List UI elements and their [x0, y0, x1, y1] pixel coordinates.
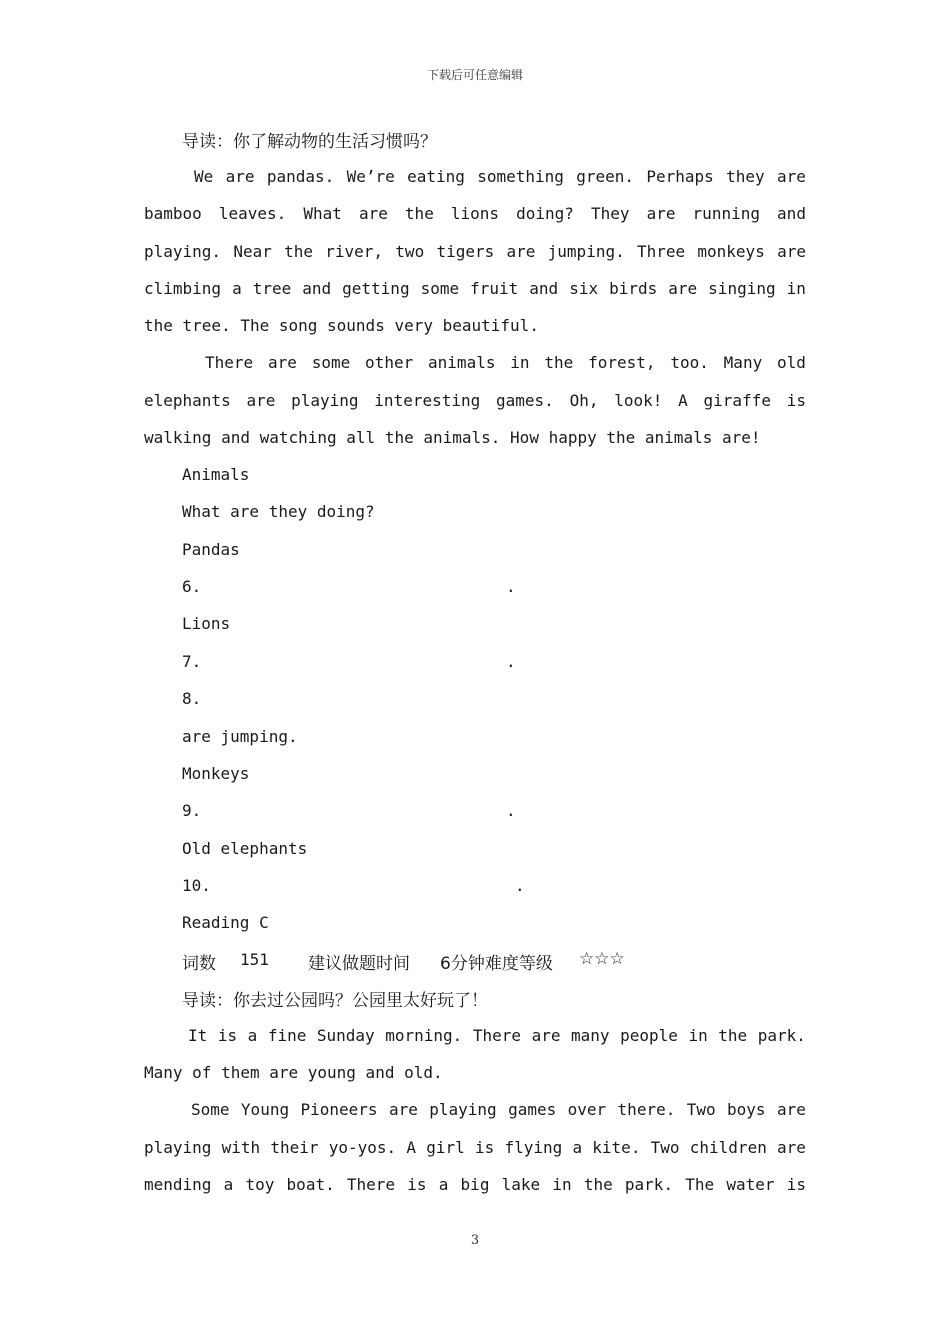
page-number: 3	[470, 1233, 480, 1248]
section-title: Reading C	[182, 913, 269, 932]
column-header-activity: What are they doing?	[182, 502, 375, 521]
passage-line: the tree. The song sounds very beautiful.	[144, 316, 539, 335]
passage-line: elephants are playing interesting games. Oh, look! A giraffe is	[144, 391, 806, 410]
passage-line: There are some other animals in the forest, too. Many old	[205, 353, 806, 372]
time-label: 建议做题时间	[308, 954, 410, 974]
passage-line: playing. Near the river, two tigers are jumping. Three monkeys are	[144, 242, 806, 261]
row-label-monkeys: Monkeys	[182, 764, 250, 783]
passage-line: bamboo leaves. What are the lions doing? They are running and	[144, 204, 806, 223]
difficulty-stars: ☆☆☆	[579, 949, 625, 969]
passage-line: Many of them are young and old.	[144, 1063, 443, 1082]
intro-text: 导读：你了解动物的生活习惯吗？	[182, 132, 437, 152]
answer-blank-7: .	[506, 652, 516, 671]
answer-8-text: are jumping.	[182, 727, 298, 746]
answer-blank-6: .	[506, 577, 516, 596]
passage-line: playing with their yo-yos. A girl is flying a kite. Two children are	[144, 1138, 806, 1157]
row-label-pandas: Pandas	[182, 540, 240, 559]
page-header: 下载后可任意编辑	[426, 68, 523, 82]
passage-line: climbing a tree and getting some fruit and six birds are singing in	[144, 279, 806, 298]
question-number-7: 7.	[182, 652, 202, 671]
row-label-old-elephants: Old elephants	[182, 839, 308, 858]
passage-line: Some Young Pioneers are playing games over there. Two boys are	[191, 1100, 806, 1119]
word-count-label: 词数	[182, 954, 216, 974]
question-number-6: 6.	[182, 577, 202, 596]
row-label-lions: Lions	[182, 614, 231, 633]
answer-blank-10: .	[515, 876, 525, 895]
passage-line: It is a fine Sunday morning. There are many people in the park.	[188, 1026, 806, 1045]
question-number-8: 8.	[182, 689, 202, 708]
passage-line: walking and watching all the animals. How happy the animals are!	[144, 428, 761, 447]
question-number-9: 9.	[182, 801, 202, 820]
answer-blank-9: .	[506, 801, 516, 820]
intro-text: 导读：你去过公园吗？公园里太好玩了！	[182, 991, 488, 1011]
passage-line: mending a toy boat. There is a big lake in the park. The water is	[144, 1175, 806, 1194]
time-and-difficulty: 6分钟难度等级	[440, 954, 553, 974]
word-count-value: 151	[240, 950, 269, 969]
column-header-animals: Animals	[182, 465, 250, 484]
passage-line: We are pandas. We’re eating something green. Perhaps they are	[194, 167, 806, 186]
question-number-10: 10.	[182, 876, 211, 895]
